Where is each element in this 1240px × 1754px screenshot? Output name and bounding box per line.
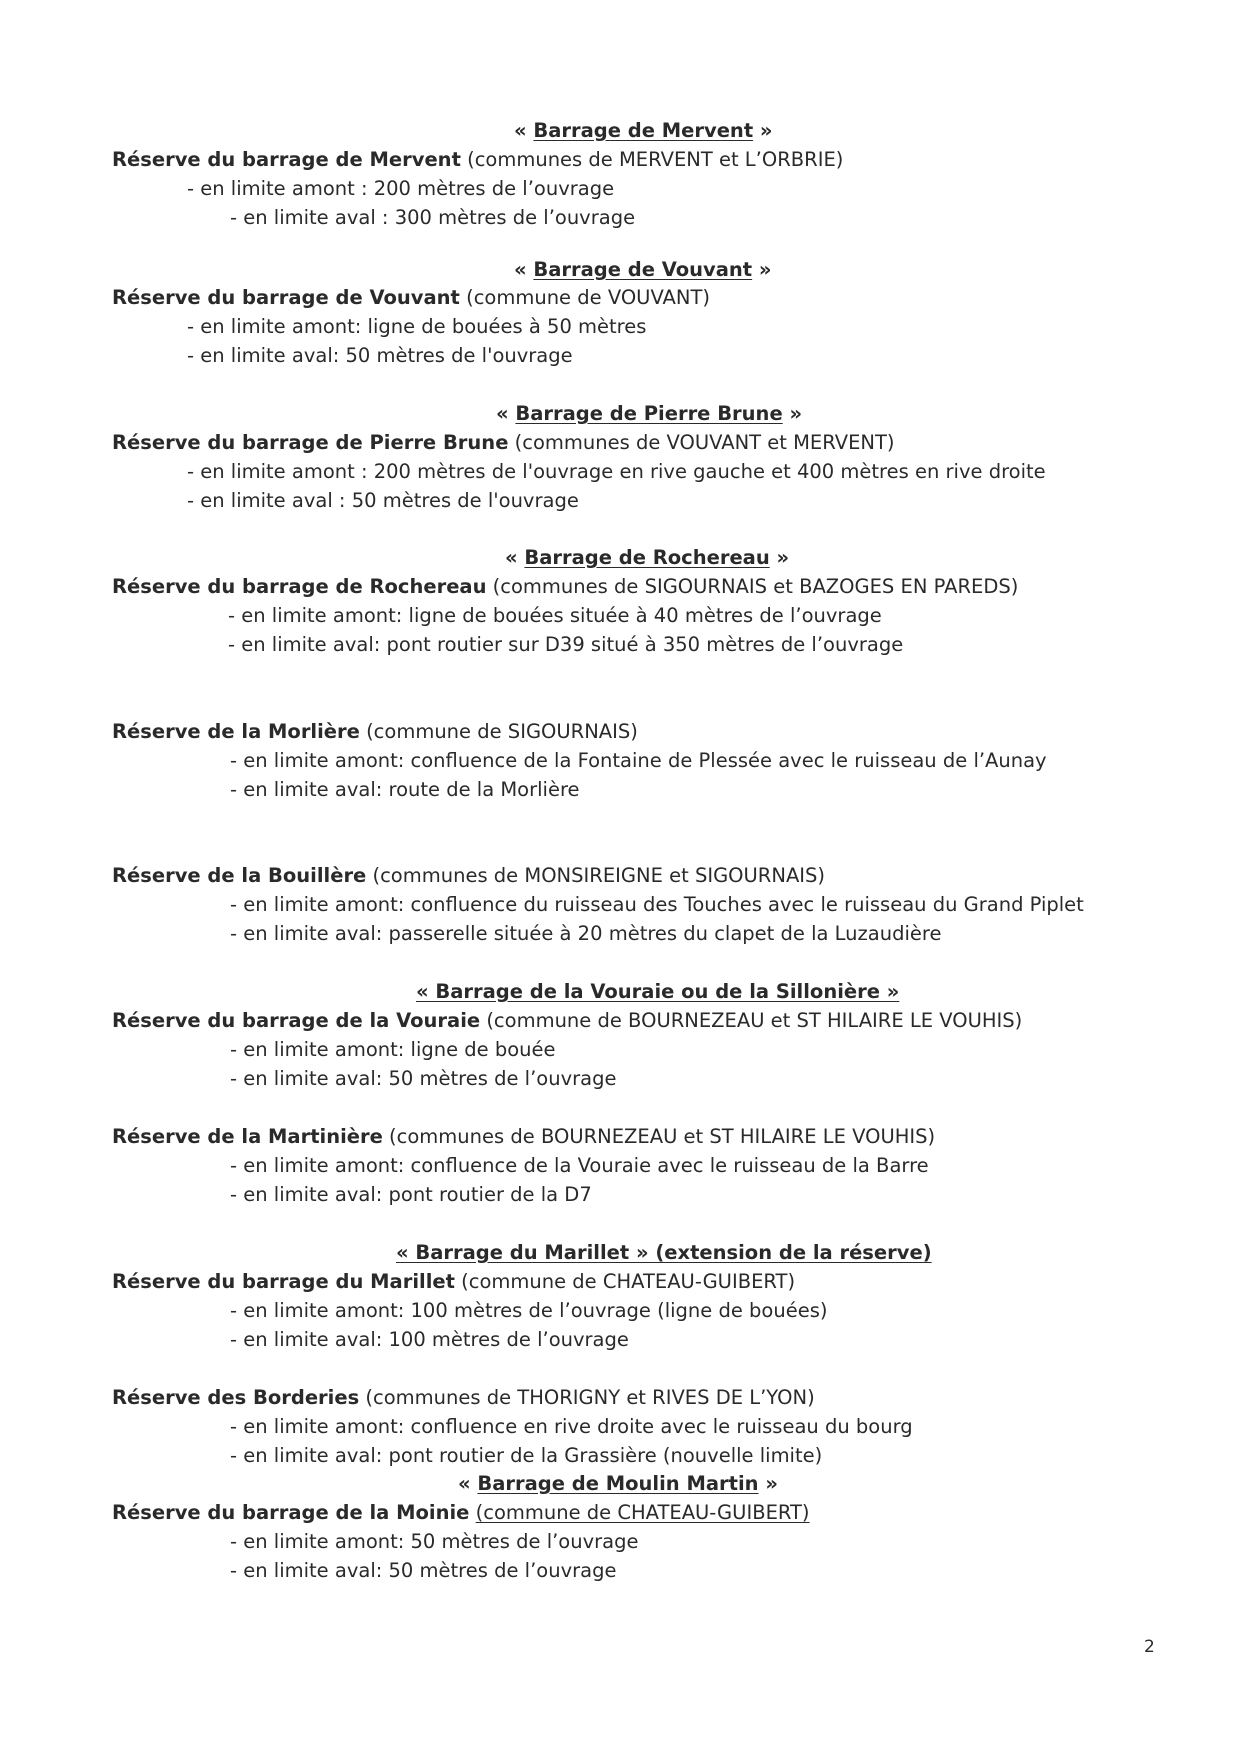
limit-amont-pierre-brune: - en limite amont : 200 mètres de l'ouvrage en rive gauche et 400 mètres en rive droite [187,460,1046,483]
reserve-title-pierre-brune: Réserve du barrage de Pierre Brune (communes de VOUVANT et MERVENT) [112,431,895,454]
section-heading-moulin-martin: « Barrage de Moulin Martin » [458,1472,778,1495]
limit-amont-martiniere: - en limite amont: confluence de la Vouraie avec le ruisseau de la Barre [230,1154,929,1177]
reserve-title-moinie: Réserve du barrage de la Moinie (commune de CHATEAU-GUIBERT) [112,1501,810,1524]
limit-amont-marillet: - en limite amont: 100 mètres de l’ouvrage (ligne de bouées) [230,1299,828,1322]
reserve-title-bouillere: Réserve de la Bouillère (communes de MONSIREIGNE et SIGOURNAIS) [112,864,826,887]
limit-aval-vouvant: - en limite aval: 50 mètres de l'ouvrage [187,344,573,367]
limit-aval-vouraie: - en limite aval: 50 mètres de l’ouvrage [230,1067,617,1090]
limit-aval-mervent: - en limite aval : 300 mètres de l’ouvrage [230,206,636,229]
limit-aval-rochereau: - en limite aval: pont routier sur D39 situé à 350 mètres de l’ouvrage [228,633,904,656]
limit-aval-moinie: - en limite aval: 50 mètres de l’ouvrage [230,1559,617,1582]
reserve-title-borderies: Réserve des Borderies (communes de THORIGNY et RIVES DE L’YON) [112,1386,815,1409]
section-heading-mervent: « Barrage de Mervent » [514,119,773,142]
limit-amont-bouillere: - en limite amont: confluence du ruisseau des Touches avec le ruisseau du Grand Piplet [230,893,1084,916]
limit-amont-vouvant: - en limite amont: ligne de bouées à 50 mètres [187,315,647,338]
limit-amont-rochereau: - en limite amont: ligne de bouées située à 40 mètres de l’ouvrage [228,604,882,627]
limit-aval-martiniere: - en limite aval: pont routier de la D7 [230,1183,592,1206]
section-heading-vouraie: « Barrage de la Vouraie ou de la Sillonière » [416,980,900,1003]
reserve-title-vouraie: Réserve du barrage de la Vouraie (commune de BOURNEZEAU et ST HILAIRE LE VOUHIS) [112,1009,1023,1032]
section-heading-vouvant: « Barrage de Vouvant » [514,258,772,281]
limit-aval-bouillere: - en limite aval: passerelle située à 20 mètres du clapet de la Luzaudière [230,922,942,945]
reserve-title-marillet: Réserve du barrage du Marillet (commune de CHATEAU-GUIBERT) [112,1270,796,1293]
section-heading-marillet: « Barrage du Marillet » (extension de la réserve) [396,1241,932,1264]
limit-aval-borderies: - en limite aval: pont routier de la Grassière (nouvelle limite) [230,1444,823,1467]
reserve-title-mervent: Réserve du barrage de Mervent (communes de MERVENT et L’ORBRIE) [112,148,844,171]
limit-amont-moinie: - en limite amont: 50 mètres de l’ouvrage [230,1530,639,1553]
reserve-title-martiniere: Réserve de la Martinière (communes de BOURNEZEAU et ST HILAIRE LE VOUHIS) [112,1125,936,1148]
limit-amont-morliere: - en limite amont: confluence de la Fontaine de Plessée avec le ruisseau de l’Aunay [230,749,1047,772]
limit-amont-mervent: - en limite amont : 200 mètres de l’ouvrage [187,177,615,200]
limit-amont-vouraie: - en limite amont: ligne de bouée [230,1038,556,1061]
limit-aval-morliere: - en limite aval: route de la Morlière [230,778,580,801]
section-heading-pierre-brune: « Barrage de Pierre Brune » [496,402,803,425]
reserve-title-rochereau: Réserve du barrage de Rochereau (communes de SIGOURNAIS et BAZOGES EN PAREDS) [112,575,1019,598]
limit-aval-marillet: - en limite aval: 100 mètres de l’ouvrage [230,1328,629,1351]
section-heading-rochereau: « Barrage de Rochereau » [505,546,790,569]
reserve-title-vouvant: Réserve du barrage de Vouvant (commune de VOUVANT) [112,286,710,309]
page-number: 2 [1144,1637,1155,1657]
limit-aval-pierre-brune: - en limite aval : 50 mètres de l'ouvrage [187,489,579,512]
reserve-title-morliere: Réserve de la Morlière (commune de SIGOURNAIS) [112,720,638,743]
limit-amont-borderies: - en limite amont: confluence en rive droite avec le ruisseau du bourg [230,1415,913,1438]
